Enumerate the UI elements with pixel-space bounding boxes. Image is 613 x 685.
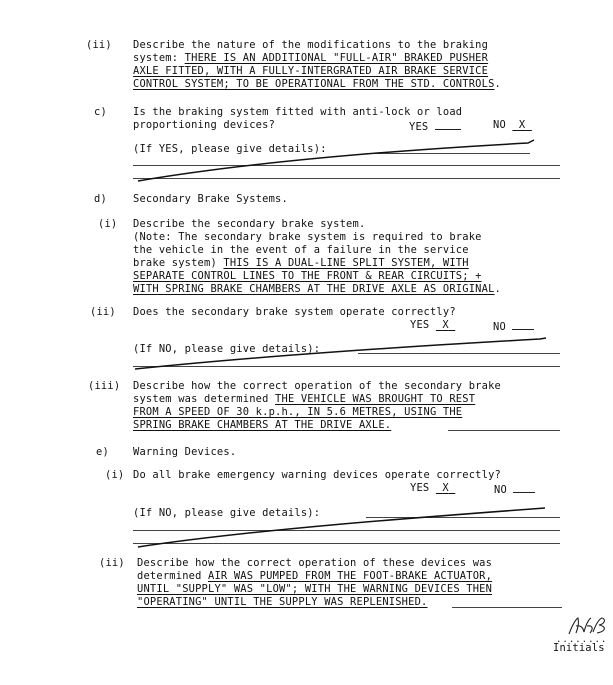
question-text: proportioning devices?: [133, 119, 276, 131]
question-text: Describe how the correct operation of these devices was: [137, 557, 493, 569]
item-number: (iii): [88, 380, 121, 392]
question-text: system:: [133, 52, 185, 64]
details-prompt: (If NO, please give details):: [133, 507, 321, 519]
typed-answer: THIS IS A DUAL-LINE SPLIT SYSTEM, WITH: [223, 257, 469, 269]
item-number: (ii): [90, 306, 116, 318]
details-prompt: (If YES, please give details):: [133, 143, 327, 155]
item-number: (ii): [86, 39, 112, 51]
line-end: .: [494, 78, 501, 90]
initials-dotted-line: ........: [556, 635, 608, 645]
item-number: c): [94, 106, 107, 118]
question-text: (Note: The secondary brake system is required to brake: [133, 231, 482, 243]
item-number: (ii): [99, 557, 125, 569]
no-label: NO: [493, 119, 506, 131]
typed-answer: UNTIL "SUPPLY" WAS "LOW"; WITH THE WARNING DEVICES THEN: [137, 583, 493, 595]
no-mark-x: X: [518, 119, 526, 131]
question-text: Do all brake emergency warning devices operate correctly?: [133, 469, 501, 481]
item-number: (i): [105, 469, 125, 481]
line-end: .: [494, 283, 501, 295]
yes-label: YES: [410, 482, 430, 494]
question-text: brake system): [133, 257, 224, 269]
item-number: (i): [98, 218, 118, 230]
question-text: determined: [137, 570, 209, 582]
typed-answer: THE VEHICLE WAS BROUGHT TO REST: [275, 393, 476, 405]
typed-answer: CONTROL SYSTEM; TO BE OPERATIONAL FROM THE STD. CONTROLS: [133, 78, 495, 90]
typed-answer: AXLE FITTED, WITH A FULLY-INTERGRATED AIR BRAKE SERVICE: [133, 65, 489, 77]
no-label: NO: [494, 484, 507, 496]
strike-line-e-i: [138, 508, 545, 547]
strike-line-c: [138, 140, 534, 181]
typed-answer: SPRING BRAKE CHAMBERS AT THE DRIVE AXLE.: [133, 419, 392, 431]
question-text: Describe the secondary brake system.: [133, 218, 366, 230]
typed-answer: THERE IS AN ADDITIONAL "FULL-AIR" BRAKED PUSHER: [184, 52, 489, 64]
section-number: d): [94, 193, 107, 205]
yes-mark-x: X: [442, 319, 449, 331]
typed-answer: WITH SPRING BRAKE CHAMBERS AT THE DRIVE AXLE AS ORIGINAL: [133, 283, 495, 295]
typed-answer: "OPERATING" UNTIL THE SUPPLY WAS REPLENISHED.: [137, 596, 428, 608]
yes-label: YES: [409, 121, 429, 133]
question-text: the vehicle in the event of a failure in the service: [133, 244, 469, 256]
yes-mark-x: X: [442, 482, 449, 494]
yes-label: YES: [410, 319, 430, 331]
no-label: NO: [493, 321, 506, 333]
question-text: Is the braking system fitted with anti-lock or load: [133, 106, 463, 118]
section-title: Secondary Brake Systems.: [133, 193, 288, 205]
question-text: system was determined: [133, 393, 276, 405]
question-text: Describe how the correct operation of the secondary brake: [133, 380, 501, 392]
section-number: e): [96, 446, 109, 458]
question-text: Does the secondary brake system operate correctly?: [133, 306, 456, 318]
typed-answer: SEPARATE CONTROL LINES TO THE FRONT & REAR CIRCUITS; +: [133, 270, 482, 282]
initials-label: Initials: [553, 642, 605, 654]
details-prompt: (If NO, please give details):: [133, 343, 321, 355]
section-title: Warning Devices.: [133, 446, 237, 458]
strike-line-d-ii: [135, 338, 546, 369]
typed-answer: FROM A SPEED OF 30 k.p.h., IN 5.6 METRES, USING THE: [133, 406, 463, 418]
question-text: Describe the nature of the modifications to the braking: [133, 39, 489, 51]
typed-answer: AIR WAS PUMPED FROM THE FOOT-BRAKE ACTUATOR,: [208, 570, 493, 582]
